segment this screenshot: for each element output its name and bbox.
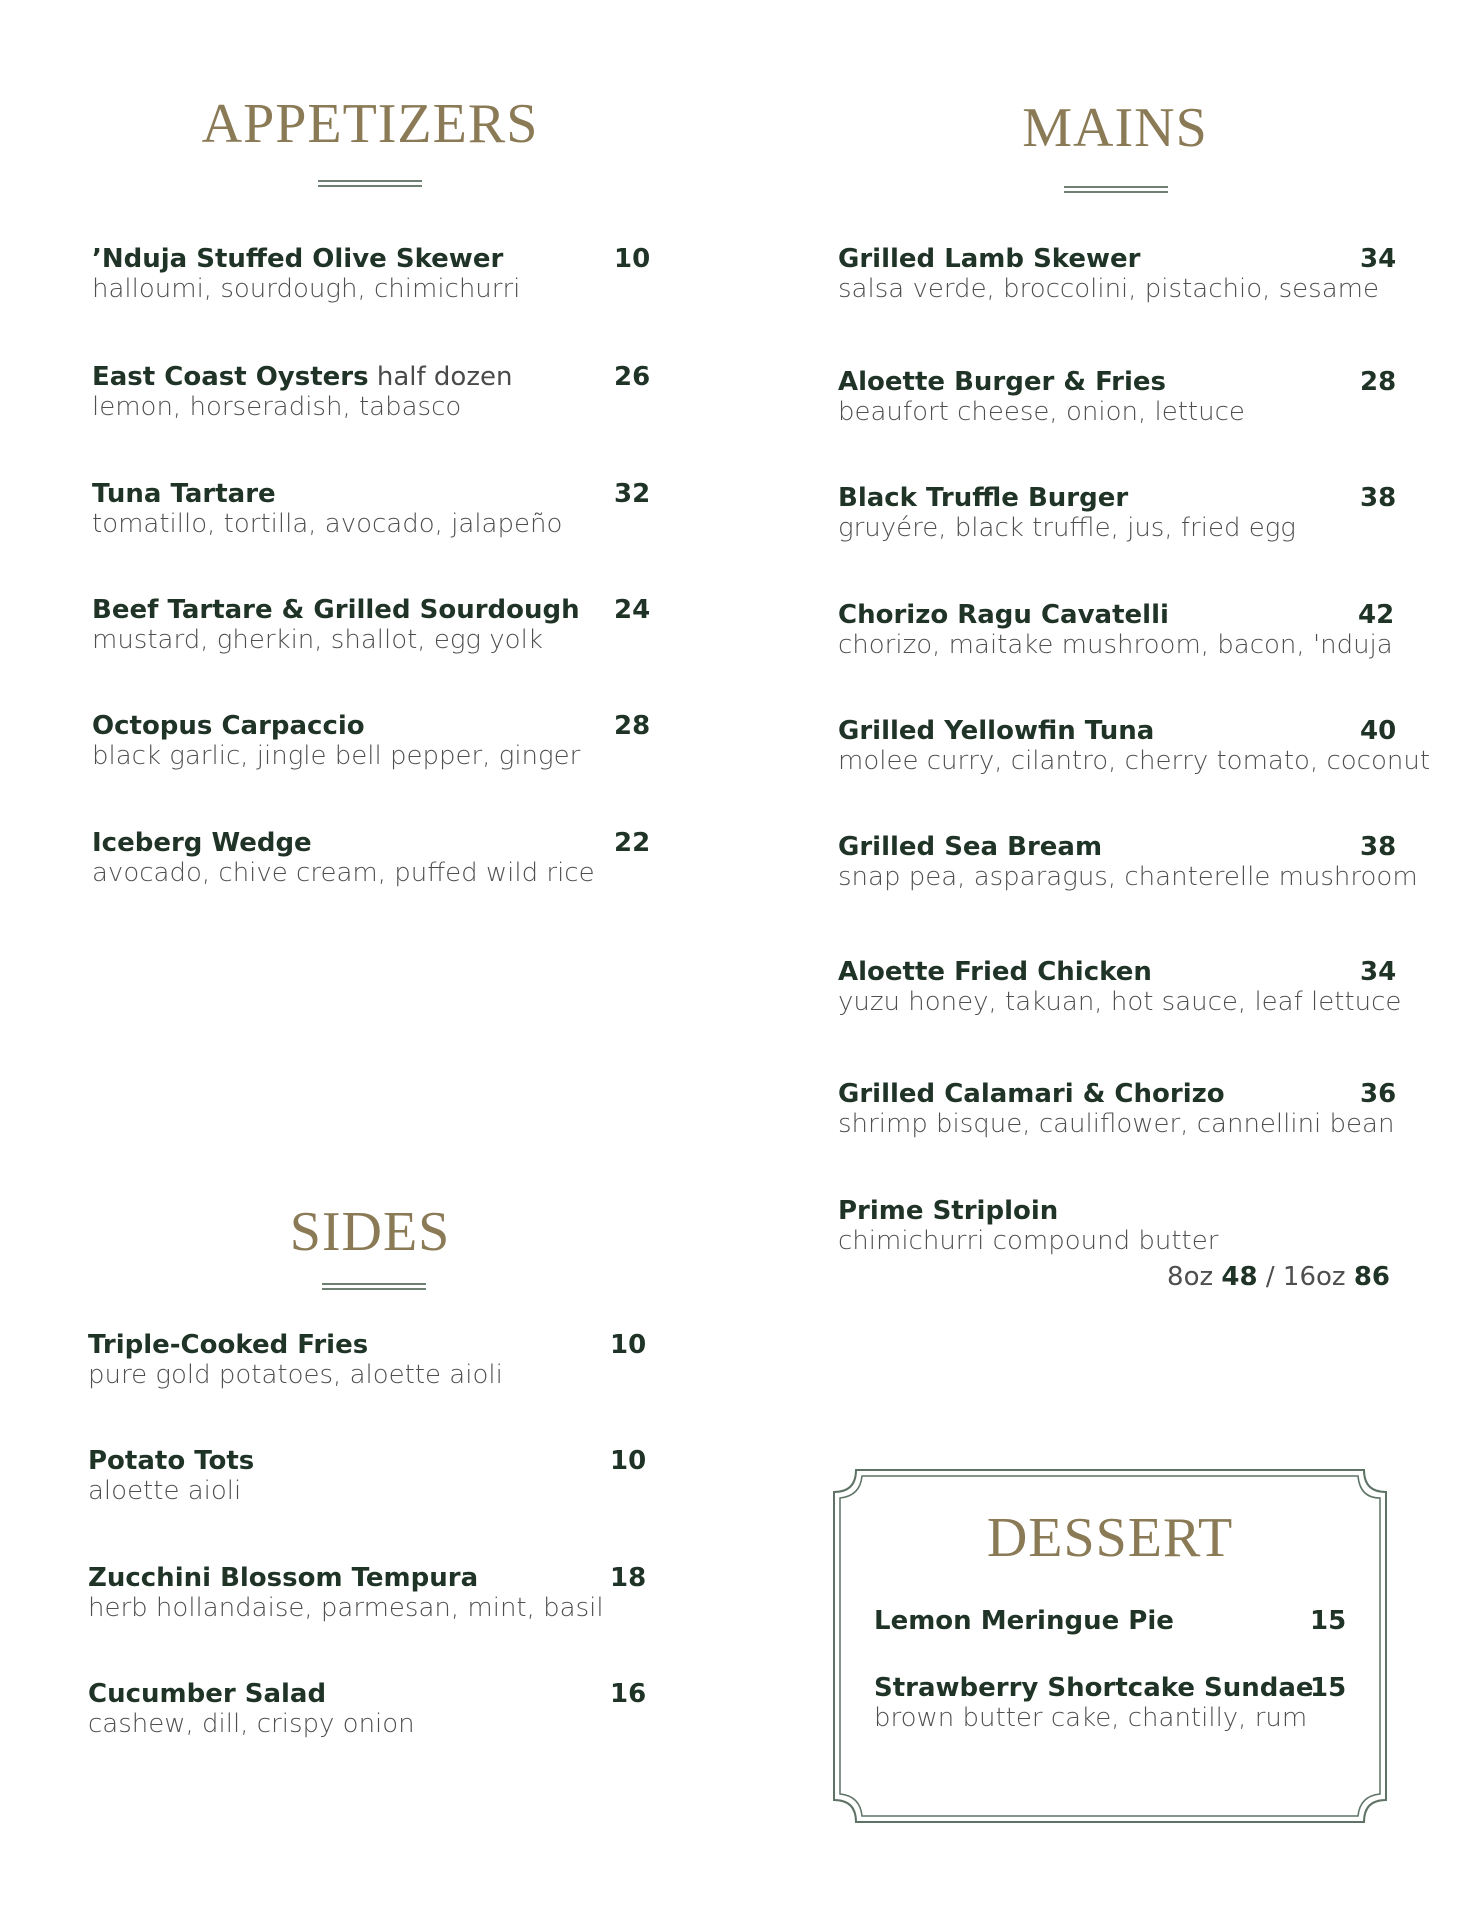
item-name: Grilled Calamari & Chorizo [838, 1079, 1225, 1109]
mains-heading: MAINS [1022, 97, 1208, 159]
sides-heading: SIDES [289, 1201, 451, 1263]
item-price: 22 [614, 828, 651, 858]
item-name: Black Truffle Burger [838, 483, 1129, 513]
item-price: 15 [1310, 1606, 1347, 1636]
menu-item [874, 1673, 1347, 1733]
menu-item [92, 828, 651, 888]
menu-item [92, 595, 651, 655]
size-large-label: 16oz [1282, 1262, 1354, 1292]
item-name: Aloette Burger & Fries [838, 367, 1167, 397]
dessert-heading: DESSERT [986, 1507, 1234, 1569]
appetizers-divider [318, 180, 422, 187]
item-name: Tuna Tartare [92, 479, 276, 509]
menu-item [838, 600, 1393, 660]
item-name: Prime Striploin [838, 1196, 1059, 1226]
item-name-note: half dozen [368, 362, 513, 392]
item-description: molee curry, cilantro, cherry tomato, coconut [838, 746, 1431, 776]
item-price: 34 [1360, 957, 1397, 987]
menu-item [88, 1330, 647, 1390]
item-name: Cucumber Salad [88, 1679, 327, 1709]
item-description: snap pea, asparagus, chanterelle mushroom [838, 862, 1418, 892]
item-description: avocado, chive cream, puffed wild rice [92, 858, 595, 888]
item-name: Beef Tartare & Grilled Sourdough [92, 595, 580, 625]
appetizers-heading: APPETIZERS [201, 93, 539, 155]
item-description: mustard, gherkin, shallot, egg yolk [92, 625, 543, 655]
item-description: shrimp bisque, cauliflower, cannellini bean [838, 1109, 1395, 1139]
item-name: Aloette Fried Chicken [838, 957, 1152, 987]
menu-item [92, 479, 651, 539]
item-description: cashew, dill, crispy onion [88, 1709, 415, 1739]
item-price: 24 [614, 595, 651, 625]
item-price: 16 [610, 1679, 647, 1709]
menu-item [88, 1446, 647, 1506]
item-description: salsa verde, broccolini, pistachio, sesame [838, 274, 1379, 304]
menu-item [88, 1563, 647, 1623]
item-description: herb hollandaise, parmesan, mint, basil [88, 1593, 604, 1623]
menu-item [838, 244, 1397, 304]
size-small-label: 8oz [1167, 1262, 1222, 1292]
item-description: beaufort cheese, onion, lettuce [838, 397, 1245, 427]
item-name: Triple-Cooked Fries [88, 1330, 369, 1360]
item-description: chimichurri compound butter [838, 1226, 1219, 1256]
menu-item [838, 483, 1397, 543]
menu-item [92, 362, 651, 422]
item-price: 42 [1358, 600, 1395, 630]
size-small-price: 48 [1221, 1262, 1258, 1292]
item-description: pure gold potatoes, aloette aioli [88, 1360, 503, 1390]
item-price: 28 [1360, 367, 1397, 397]
item-price: 10 [610, 1446, 647, 1476]
item-name: ’Nduja Stuffed Olive Skewer [92, 244, 504, 274]
item-name: Grilled Lamb Skewer [838, 244, 1141, 274]
mains-divider [1064, 186, 1168, 193]
menu-item [838, 957, 1401, 1017]
item-name [92, 362, 512, 392]
item-description: lemon, horseradish, tabasco [92, 392, 462, 422]
item-name: Chorizo Ragu Cavatelli [838, 600, 1169, 630]
item-price: 10 [614, 244, 651, 274]
size-large-price: 86 [1353, 1262, 1390, 1292]
item-price: 28 [614, 711, 651, 741]
menu-item [92, 244, 651, 304]
item-price: 38 [1360, 832, 1397, 862]
item-description: gruyére, black truffle, jus, fried egg [838, 513, 1296, 543]
menu-item [838, 367, 1397, 427]
item-price: 18 [610, 1563, 647, 1593]
striploin-sizes [1167, 1262, 1390, 1292]
size-separator: / [1257, 1262, 1283, 1292]
item-name: Zucchini Blossom Tempura [88, 1563, 479, 1593]
item-name: Grilled Yellowfin Tuna [838, 716, 1155, 746]
item-description: aloette aioli [88, 1476, 242, 1506]
item-name: Strawberry Shortcake Sundae [874, 1673, 1314, 1703]
menu-item [92, 711, 651, 771]
item-description: black garlic, jingle bell pepper, ginger [92, 741, 581, 771]
item-price: 32 [614, 479, 651, 509]
item-name: Octopus Carpaccio [92, 711, 365, 741]
menu-item [838, 1079, 1397, 1139]
item-price: 36 [1360, 1079, 1397, 1109]
menu-item [838, 1196, 1218, 1256]
dessert-frame [832, 1468, 1388, 1824]
item-price: 38 [1360, 483, 1397, 513]
item-name: Lemon Meringue Pie [874, 1606, 1174, 1636]
menu-item [874, 1606, 1347, 1636]
item-description: chorizo, maitake mushroom, bacon, 'nduja [838, 630, 1393, 660]
item-description: yuzu honey, takuan, hot sauce, leaf lettuce [838, 987, 1402, 1017]
item-name: Grilled Sea Bream [838, 832, 1103, 862]
sides-divider [322, 1283, 426, 1290]
item-name-text: East Coast Oysters [92, 362, 369, 392]
menu-item [88, 1679, 647, 1739]
item-description: halloumi, sourdough, chimichurri [92, 274, 521, 304]
item-price: 34 [1360, 244, 1397, 274]
item-price: 40 [1360, 716, 1397, 746]
menu-item [838, 716, 1430, 776]
item-name: Potato Tots [88, 1446, 255, 1476]
item-description: brown butter cake, chantilly, rum [874, 1703, 1308, 1733]
item-price: 15 [1310, 1673, 1347, 1703]
item-name: Iceberg Wedge [92, 828, 312, 858]
item-price: 26 [614, 362, 651, 392]
menu-item [838, 832, 1418, 892]
item-description: tomatillo, tortilla, avocado, jalapeño [92, 509, 563, 539]
item-price: 10 [610, 1330, 647, 1360]
